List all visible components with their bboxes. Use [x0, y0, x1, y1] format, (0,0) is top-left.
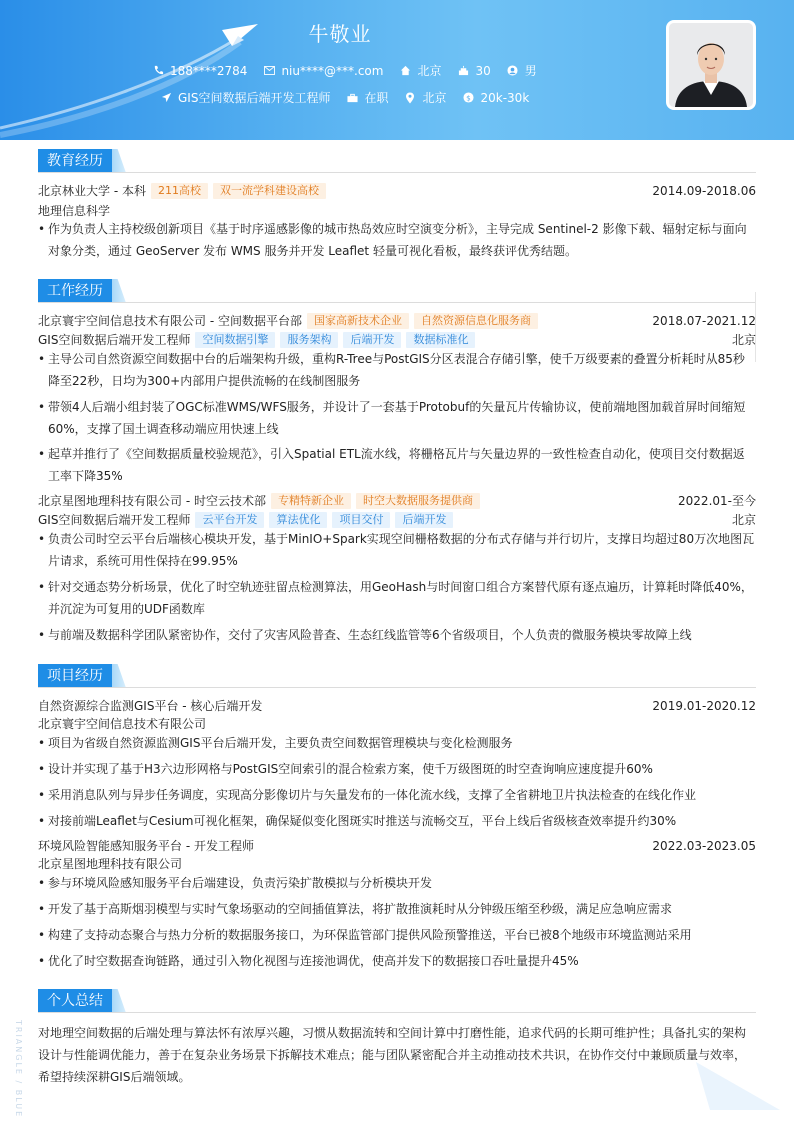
job-intent-row	[160, 89, 545, 106]
section-divider	[38, 1012, 756, 1013]
project-dates: 2019.01-2020.12	[652, 698, 756, 713]
status-text: 在职	[364, 91, 389, 105]
side-watermark: TRIANGLE / BLUE	[14, 1020, 23, 1119]
company-tag: 专精特新企业	[271, 493, 351, 509]
list-item: • 针对交通态势分析场景，优化了时空轨迹驻留点检测算法，用GeoHash与时间窗口组合方案替代原有逐点遍历，计算耗时降低40%，并沉淀为可复用的UDF函数库	[38, 576, 756, 620]
work-company-header	[38, 492, 756, 509]
role-tag: 项目交付	[332, 512, 390, 528]
summary-text: 对地理空间数据的后端处理与算法怀有浓厚兴趣，习惯从数据流转和空间计算中打磨性能，追求代码的长期可维护性；具备扎实的架构设计与性能调优能力，善于在复杂业务场景下拆解技术难点；能与团队紧密配合并主动推动技术共识，在协作交付中兼顾质量与效率，希望持续深耕GIS后端领域。	[38, 1026, 747, 1084]
work-location: 北京	[731, 513, 756, 527]
project-company	[38, 715, 756, 732]
work-dates: 2018.07-2021.12	[652, 313, 756, 328]
mail-icon	[263, 65, 275, 77]
work-role-row	[38, 331, 756, 348]
company-name: 北京星图地理科技有限公司 - 时空云技术部	[38, 494, 266, 508]
list-item: • 采用消息队列与异步任务调度，实现高分影像切片与矢量发布的一体化流水线，支撑了全省耕地卫片执法检查的在线化作业	[38, 784, 756, 806]
education-section-title	[38, 149, 126, 173]
list-item: • 设计并实现了基于H3六边形网格与PostGIS空间索引的混合检索方案，使千万级图斑的时空查询响应速度提升60%	[38, 758, 756, 780]
cake-icon	[457, 65, 469, 77]
work-dates: 2022.01-至今	[678, 494, 756, 508]
role-title: GIS空间数据后端开发工程师	[38, 333, 191, 347]
avatar-portrait	[669, 23, 753, 107]
salary-text: 20k-30k	[480, 90, 530, 105]
target-city-item	[404, 89, 446, 106]
company-tag: 时空大数据服务提供商	[356, 493, 480, 509]
email-text: niu****@***.com	[281, 63, 384, 78]
age-text: 30	[475, 63, 491, 78]
projects-title-label: 项目经历	[38, 664, 112, 688]
resume-header	[0, 0, 794, 140]
phone-text: 188****2784	[170, 63, 248, 78]
age-item	[457, 64, 490, 78]
section-divider	[38, 172, 756, 173]
candidate-name: 牛敬业	[308, 22, 372, 46]
school-tag: 双一流学科建设高校	[213, 183, 326, 199]
school-name: 北京林业大学 - 本科	[38, 184, 146, 198]
role-tag: 后端开发	[343, 332, 401, 348]
list-item: • 参与环境风险感知服务平台后端建设，负责污染扩散模拟与分析模块开发	[38, 872, 756, 894]
job-item	[160, 89, 330, 106]
project-company-name: 北京星图地理科技有限公司	[38, 857, 183, 871]
work-company-header	[38, 312, 756, 329]
list-item: • 起草并推行了《空间数据质量校验规范》，引入Spatial ETL流水线，将栅格瓦片与矢量边界的一致性检查自动化，使项目交付数据返工率下降35%	[38, 443, 756, 487]
list-item: • 对接前端Leaflet与Cesium可视化框架，确保疑似变化图斑实时推送与流畅交互，平台上线后省级核查效率提升约30%	[38, 810, 756, 832]
list-item: • 带领4人后端小组封装了OGC标准WMS/WFS服务，并设计了一套基于Protobuf的矢量瓦片传输协议，使前端地图加载首屏时间缩短60%，支撑了国土调查移动端应用快速上线	[38, 396, 756, 440]
company-tag: 国家高新技术企业	[307, 313, 409, 329]
city-item	[399, 62, 441, 79]
corner-triangle-decoration	[690, 1060, 790, 1120]
work-role-row	[38, 511, 756, 528]
education-header	[38, 182, 756, 199]
work-section-title	[38, 279, 126, 303]
education-dates: 2014.09-2018.06	[652, 183, 756, 198]
company-tag: 自然资源信息化服务商	[414, 313, 538, 329]
role-tag: 后端开发	[395, 512, 453, 528]
role-tag: 算法优化	[269, 512, 327, 528]
work-title-label: 工作经历	[38, 279, 112, 303]
project-company	[38, 855, 756, 872]
user-icon	[507, 65, 519, 77]
list-item: • 优化了时空数据查询链路，通过引入物化视图与连接池调优，使高并发下的数据接口吞吐量提升45%	[38, 950, 756, 972]
gender-text: 男	[524, 64, 537, 78]
title-tail-decoration	[112, 989, 126, 1013]
role-tag: 服务架构	[280, 332, 338, 348]
project-dates: 2022.03-2023.05	[652, 838, 756, 853]
city-text: 北京	[417, 64, 442, 78]
salary-item	[463, 91, 530, 105]
role-tag: 空间数据引擎	[195, 332, 275, 348]
home-icon	[399, 65, 411, 77]
phone-icon	[152, 65, 164, 77]
project-name: 环境风险智能感知服务平台 - 开发工程师	[38, 839, 254, 853]
briefcase-icon	[346, 92, 358, 104]
project-company-name: 北京寰宇空间信息技术有限公司	[38, 717, 207, 731]
phone-item	[152, 64, 247, 78]
school-tag: 211高校	[151, 183, 208, 199]
list-item: • 构建了支持动态聚合与热力分析的数据服务接口，为环保监管部门提供风险预警推送，平台已被8个地级市环境监测站采用	[38, 924, 756, 946]
role-tag: 云平台开发	[195, 512, 264, 528]
company-name: 北京寰宇空间信息技术有限公司 - 空间数据平台部	[38, 314, 302, 328]
title-tail-decoration	[112, 279, 126, 303]
list-item: • 负责公司时空云平台后端核心模块开发，基于MinIO+Spark实现空间栅格数据的分布式存储与并行切片，支撑日均超过80万次地图瓦片请求，系统可用性保持在99.95%	[38, 528, 756, 572]
list-item: • 开发了基于高斯烟羽模型与实时气象场驱动的空间插值算法，将扩散推演耗时从分钟级压缩至秒级，满足应急响应需求	[38, 898, 756, 920]
money-icon	[463, 92, 475, 104]
role-title: GIS空间数据后端开发工程师	[38, 513, 191, 527]
list-item: • 项目为省级自然资源监测GIS平台后端开发，主要负责空间数据管理模块与变化检测服务	[38, 732, 756, 754]
summary-section-title	[38, 989, 126, 1013]
gender-item	[507, 62, 537, 79]
title-tail-decoration	[112, 664, 126, 688]
send-icon	[160, 92, 172, 104]
education-major	[38, 202, 756, 219]
major-text: 地理信息科学	[38, 204, 111, 218]
email-item	[263, 64, 383, 78]
status-item	[346, 89, 388, 106]
project-header	[38, 697, 756, 714]
summary-title-label: 个人总结	[38, 989, 112, 1013]
avatar	[666, 20, 756, 110]
project-name: 自然资源综合监测GIS平台 - 核心后端开发	[38, 699, 263, 713]
location-pin-icon	[404, 92, 416, 104]
contact-row	[152, 62, 553, 79]
work-location: 北京	[731, 333, 756, 347]
education-title-label: 教育经历	[38, 149, 112, 173]
target-city-text: 北京	[422, 91, 447, 105]
job-target-text: GIS空间数据后端开发工程师	[178, 91, 331, 105]
projects-section-title	[38, 664, 126, 688]
section-divider	[38, 687, 756, 688]
list-item: • 与前端及数据科学团队紧密协作，交付了灾害风险普查、生态红线监管等6个省级项目，个人负责的微服务模块零故障上线	[38, 624, 756, 646]
section-divider	[38, 302, 756, 303]
role-tag: 数据标准化	[406, 332, 475, 348]
list-item: • 作为负责人主持校级创新项目《基于时序遥感影像的城市热岛效应时空演变分析》，主导完成 Sentinel-2 影像下载、辐射定标与面向对象分类，通过 GeoServer 发布 WMS 服务并开发 Leaflet 轻量可视化看板，最终获评优秀结题。	[38, 218, 756, 262]
list-item: • 主导公司自然资源空间数据中台的后端架构升级，重构R-Tree与PostGIS分区表混合存储引擎，使千万级要素的叠置分析耗时从85秒降至22秒，日均为300+内部用户提供流畅的在线制图服务	[38, 348, 756, 392]
svg-text:$: $	[466, 93, 471, 103]
title-tail-decoration	[112, 149, 126, 173]
project-header	[38, 837, 756, 854]
